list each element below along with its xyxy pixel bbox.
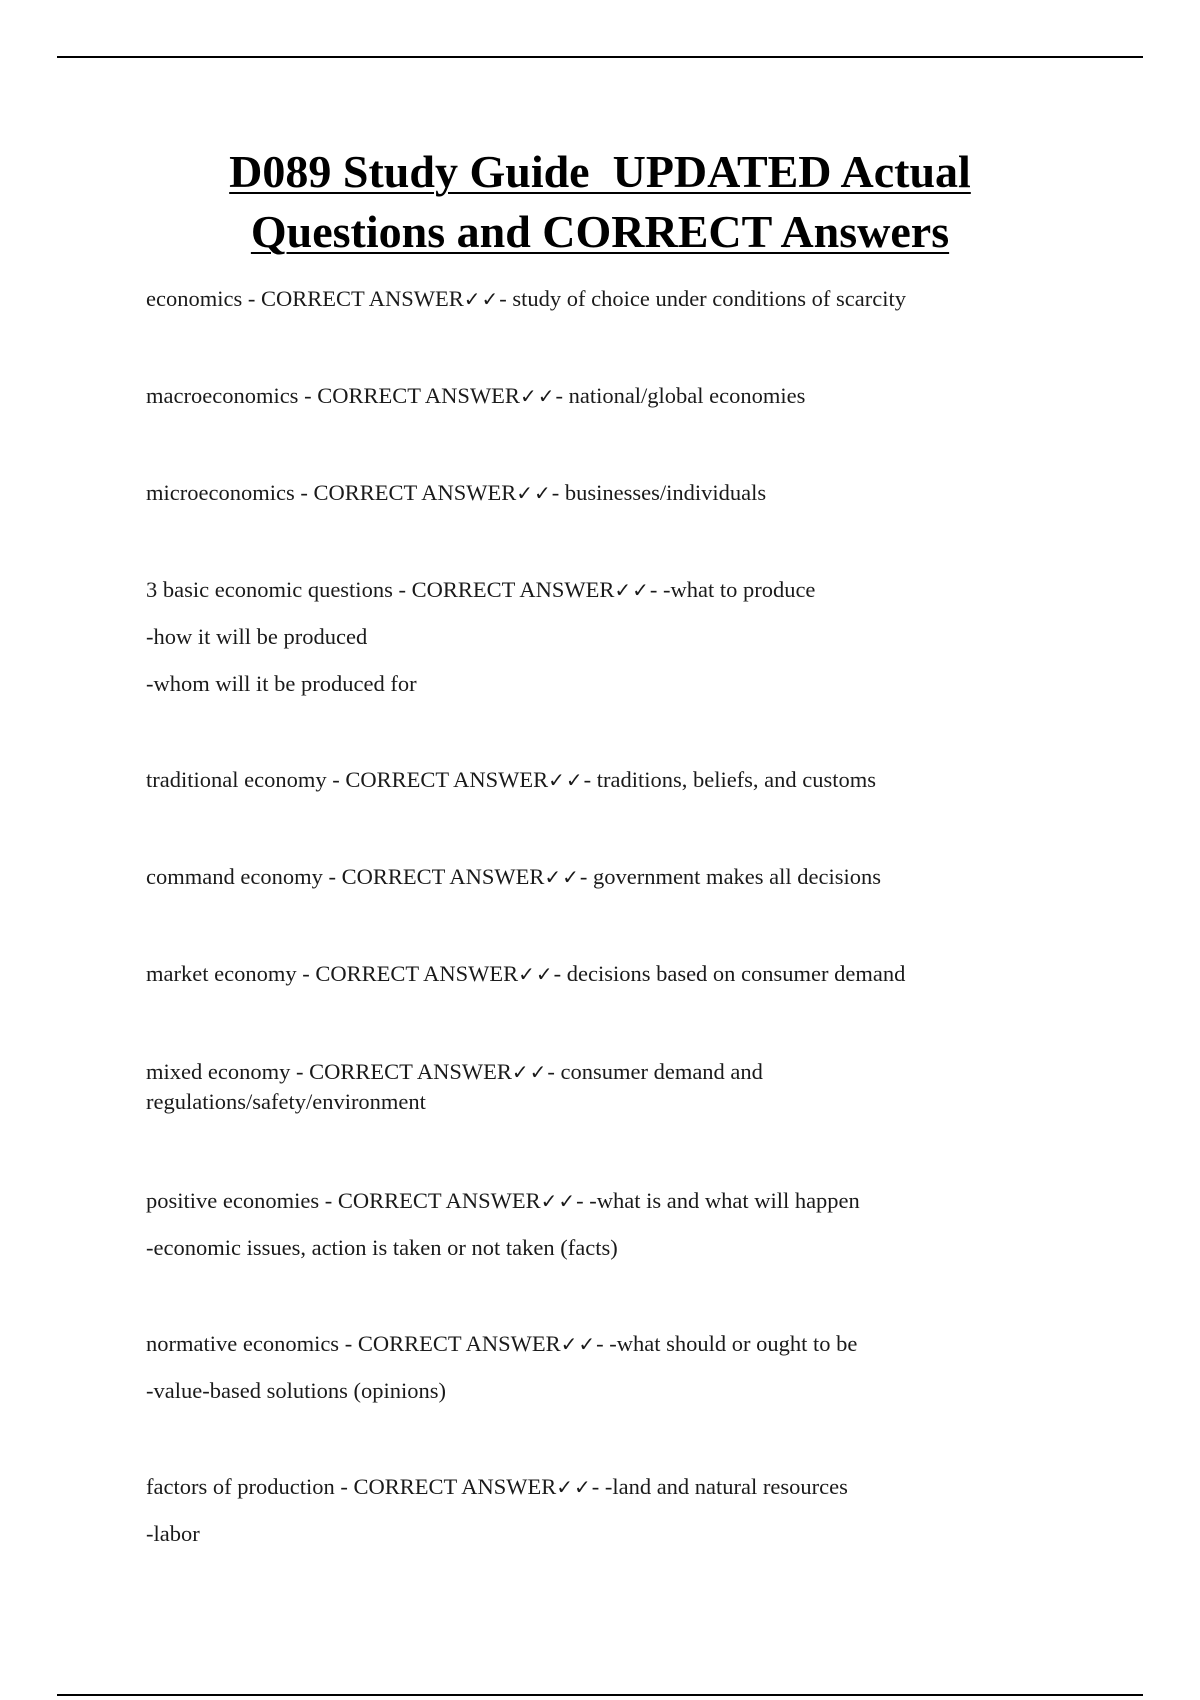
qa-line: factors of production - CORRECT ANSWER✓✓- -land and natural resources [146,1474,848,1499]
double-check-icon: ✓✓ [516,481,552,505]
qa-term: economics [146,286,243,311]
qa-answer: national/global economies [562,383,806,408]
title-line-2: Questions and CORRECT Answers [250,206,950,257]
document-title [0,142,1200,262]
qa-term: market economy [146,961,297,986]
qa-entry-macroeconomics [146,372,1046,419]
qa-answer: -what should or ought to be [603,1331,858,1356]
qa-term: positive economies [146,1188,320,1213]
correct-answer-label: CORRECT ANSWER [357,1331,561,1356]
qa-entry-basic-questions [146,566,1046,707]
qa-term: command economy [146,864,323,889]
bottom-rule [57,1694,1143,1696]
qa-term: 3 basic economic questions [146,577,393,602]
qa-extra-line: -how it will be produced [146,624,368,649]
top-rule [57,56,1143,58]
qa-answer: government makes all decisions [587,864,882,889]
qa-line: command economy - CORRECT ANSWER✓✓- government makes all decisions [146,864,882,889]
qa-term: factors of production [146,1474,335,1499]
qa-answer: traditions, beliefs, and customs [591,767,877,792]
double-check-icon: ✓✓ [519,384,556,408]
qa-entry-traditional-economy [146,756,1046,803]
correct-answer-label: CORRECT ANSWER [313,480,517,505]
double-check-icon: ✓✓ [540,1189,577,1213]
double-check-icon: ✓✓ [556,1475,592,1499]
qa-extra-line: -whom will it be produced for [146,671,417,696]
qa-extra-line: -economic issues, action is taken or not taken (facts) [146,1235,618,1260]
qa-entry-mixed-economy [146,1057,1046,1117]
qa-extra-line: -labor [146,1521,200,1546]
qa-entry-factors-of-production [146,1463,1046,1557]
qa-line: microeconomics - CORRECT ANSWER✓✓- businesses/individuals [146,480,767,505]
qa-entry-microeconomics [146,469,1046,516]
correct-answer-label: CORRECT ANSWER [353,1474,557,1499]
double-check-icon: ✓✓ [560,1332,597,1356]
qa-line: market economy - CORRECT ANSWER✓✓- decisions based on consumer demand [146,961,906,986]
double-check-icon: ✓✓ [463,287,500,311]
double-check-icon: ✓✓ [548,768,584,792]
qa-answer: -what to produce [657,577,816,602]
correct-answer-label: CORRECT ANSWER [309,1059,512,1084]
correct-answer-label: CORRECT ANSWER [411,577,615,602]
correct-answer-label: CORRECT ANSWER [260,286,464,311]
qa-entry-market-economy [146,950,1046,997]
correct-answer-label: CORRECT ANSWER [337,1188,541,1213]
qa-term: mixed economy [146,1059,291,1084]
qa-line: mixed economy - CORRECT ANSWER✓✓- consumer demand and [146,1059,763,1084]
qa-extra-line: regulations/safety/environment [146,1089,426,1114]
double-check-icon: ✓✓ [614,578,650,602]
correct-answer-label: CORRECT ANSWER [341,864,545,889]
qa-line: positive economies - CORRECT ANSWER✓✓- -what is and what will happen [146,1188,860,1213]
qa-answer: -what is and what will happen [583,1188,860,1213]
title-line-1: D089 Study Guide UPDATED Actual [229,146,971,197]
qa-entry-normative-economics [146,1320,1046,1414]
correct-answer-label: CORRECT ANSWER [317,383,520,408]
qa-entry-positive-economies [146,1177,1046,1271]
qa-answer: consumer demand and [554,1059,763,1084]
qa-line: 3 basic economic questions - CORRECT ANSWER✓✓- -what to produce [146,577,816,602]
qa-answer: decisions based on consumer demand [561,961,906,986]
qa-term: traditional economy [146,767,327,792]
qa-line: macroeconomics - CORRECT ANSWER✓✓- national/global economies [146,383,806,408]
double-check-icon: ✓✓ [518,962,554,986]
qa-answer: study of choice under conditions of scarcity [506,286,906,311]
qa-line: normative economics - CORRECT ANSWER✓✓- -what should or ought to be [146,1331,858,1356]
correct-answer-label: CORRECT ANSWER [345,767,549,792]
qa-answer: -land and natural resources [599,1474,848,1499]
qa-extra-line: -value-based solutions (opinions) [146,1378,446,1403]
correct-answer-label: CORRECT ANSWER [315,961,519,986]
qa-entry-economics [146,275,1046,322]
qa-term: microeconomics [146,480,295,505]
qa-answer: businesses/individuals [559,480,767,505]
qa-entry-command-economy [146,853,1046,900]
qa-line: economics - CORRECT ANSWER✓✓- study of choice under conditions of scarcity [146,286,906,311]
double-check-icon: ✓✓ [511,1060,548,1084]
qa-line: traditional economy - CORRECT ANSWER✓✓- traditions, beliefs, and customs [146,767,877,792]
qa-term: macroeconomics [146,383,299,408]
double-check-icon: ✓✓ [544,865,580,889]
qa-term: normative economics [146,1331,340,1356]
